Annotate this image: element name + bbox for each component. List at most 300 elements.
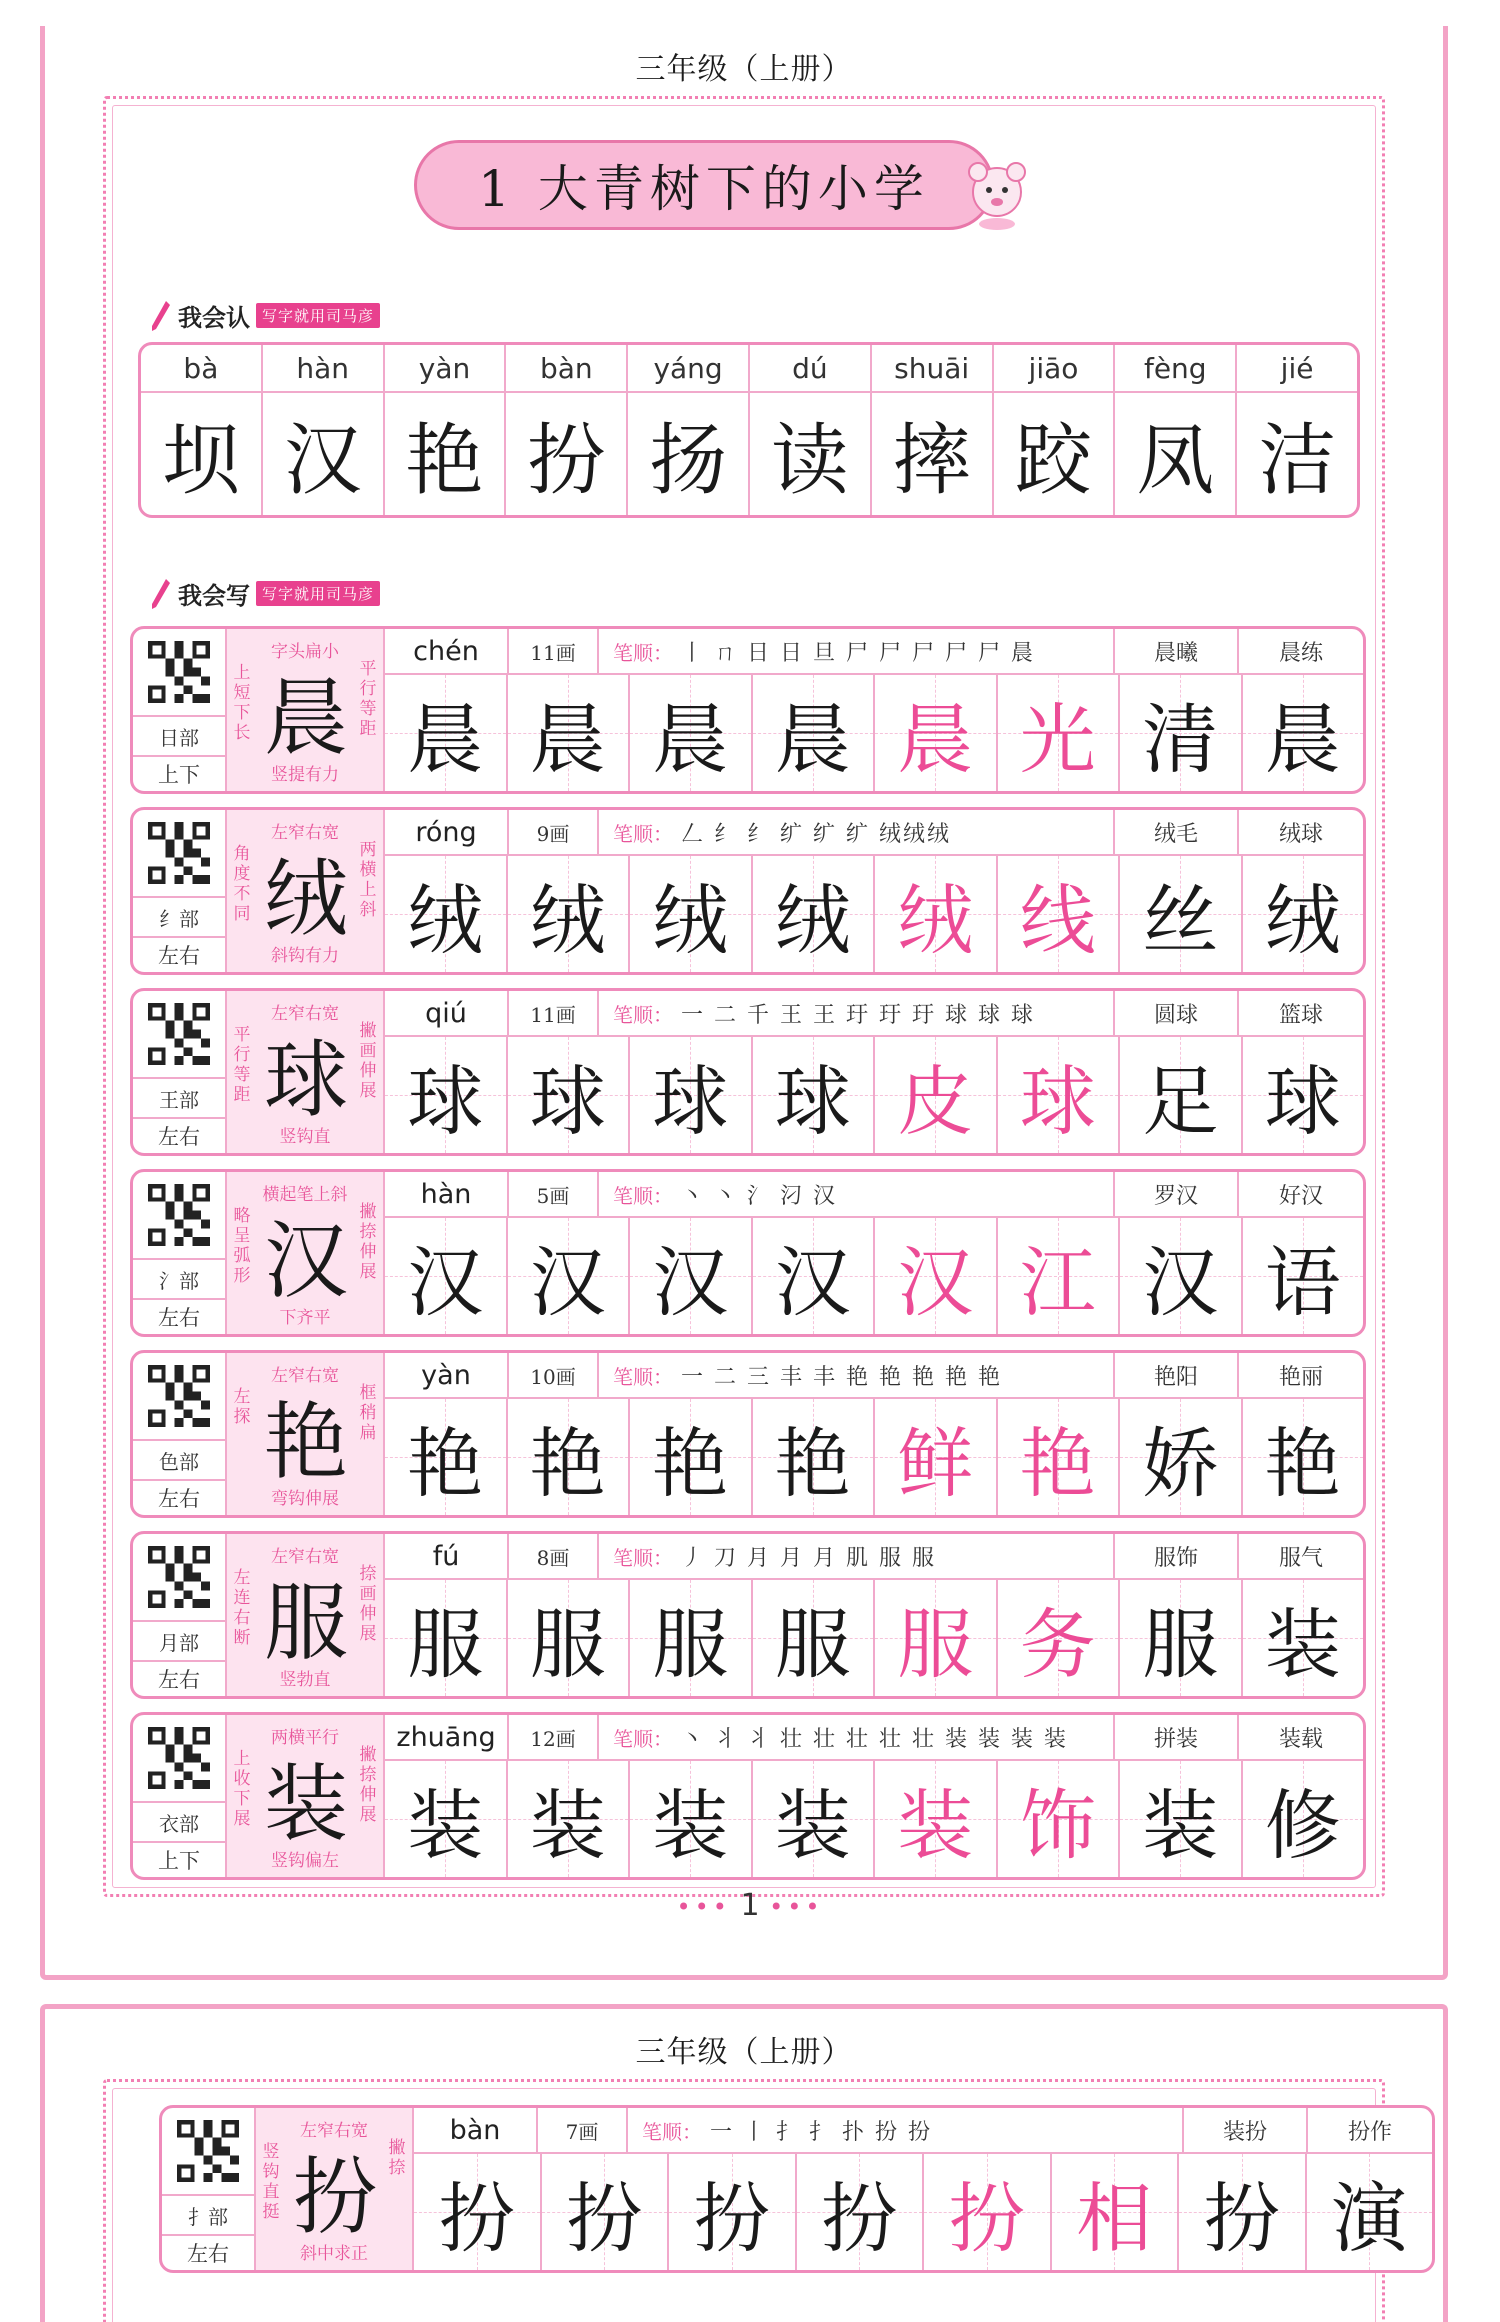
practice-cell[interactable] xyxy=(998,1399,1121,1515)
guide-left-note: 略呈弧形 xyxy=(233,1206,251,1286)
practice-cell[interactable] xyxy=(630,675,753,791)
stroke-order-sequence: 一 丨 扌 扌 扑 扮 扮 xyxy=(710,2119,932,2145)
practice-char: 绒 xyxy=(652,875,729,965)
writing-row xyxy=(130,1712,1366,1880)
practice-char: 装 xyxy=(407,1780,484,1870)
practice-column xyxy=(385,1172,1363,1334)
practice-char: 球 xyxy=(1019,1056,1096,1146)
stroke-order-label: 笔顺： xyxy=(613,1002,673,1027)
practice-cell[interactable] xyxy=(1243,675,1364,791)
page-number xyxy=(0,1888,1500,1923)
guide-bottom-note: 竖钩直 xyxy=(279,1127,331,1147)
practice-char: 绒 xyxy=(897,875,974,965)
practice-cell[interactable] xyxy=(875,675,998,791)
example-word: 绒球 xyxy=(1278,821,1323,847)
stroke-order xyxy=(599,1715,1115,1759)
stroke-order-sequence: 𠃋 纟 纟 纩 纩 纩 绒绒绒 xyxy=(681,821,951,847)
guide-right-note: 撇画伸展 xyxy=(359,1021,377,1101)
practice-cell[interactable] xyxy=(508,1218,631,1334)
practice-cell[interactable] xyxy=(1120,1761,1243,1877)
example-word: 艳阳 xyxy=(1115,1353,1239,1397)
recognize-char: 跤 xyxy=(994,393,1116,515)
radical-label: 王部 xyxy=(133,1077,225,1117)
row-info-column xyxy=(133,629,227,791)
practice-char: 足 xyxy=(1142,1056,1219,1146)
practice-char: 绒 xyxy=(407,875,484,965)
practice-char: 服 xyxy=(407,1599,484,1689)
recognize-pinyin: jié xyxy=(1280,351,1314,385)
section-write-tag: 写字就用司马彦 xyxy=(256,581,380,606)
structure-label: 左右 xyxy=(133,1660,225,1696)
stroke-order xyxy=(628,2108,1184,2152)
practice-cell[interactable] xyxy=(1243,1037,1364,1153)
practice-cell[interactable] xyxy=(508,1580,631,1696)
practice-cell[interactable] xyxy=(875,856,998,972)
practice-char: 服 xyxy=(652,1599,729,1689)
practice-cell[interactable] xyxy=(753,1761,876,1877)
recognize-char: 汉 xyxy=(263,393,385,515)
recognize-pinyin: yàn xyxy=(385,345,507,391)
practice-cell[interactable] xyxy=(1052,2154,1180,2270)
practice-cell[interactable] xyxy=(414,2154,542,2270)
practice-cell[interactable] xyxy=(1120,856,1243,972)
page-dots-right: ••• xyxy=(769,1893,824,1921)
practice-cell[interactable] xyxy=(875,1761,998,1877)
guide-top-note: 字头扁小 xyxy=(271,642,339,662)
stroke-order xyxy=(599,1353,1115,1397)
practice-char: 晨 xyxy=(897,694,974,784)
structure-label: 上下 xyxy=(133,1841,225,1877)
writing-row xyxy=(130,1169,1366,1337)
model-character: 装 xyxy=(263,1754,348,1853)
guide-left-note: 左连右断 xyxy=(233,1568,251,1648)
practice-cell[interactable] xyxy=(998,856,1121,972)
writing-row xyxy=(130,1531,1366,1699)
radical-label: 扌部 xyxy=(162,2194,254,2234)
practice-char: 相 xyxy=(1076,2173,1153,2263)
practice-char: 修 xyxy=(1264,1780,1341,1870)
practice-column xyxy=(385,991,1363,1153)
practice-grid xyxy=(385,856,1363,972)
practice-cell[interactable] xyxy=(753,1580,876,1696)
stroke-order xyxy=(599,991,1115,1035)
example-word: 服气 xyxy=(1278,1545,1323,1571)
char-info-row xyxy=(385,991,1363,1037)
guide-right-note: 撇捺伸展 xyxy=(359,1745,377,1825)
recognize-pinyin: shuāi xyxy=(872,345,994,391)
example-word: 绒毛 xyxy=(1115,810,1239,854)
practice-cell[interactable] xyxy=(385,1761,508,1877)
recognize-pinyin: hàn xyxy=(263,345,385,391)
stroke-count: 7画 xyxy=(538,2108,628,2152)
stroke-order-label: 笔顺： xyxy=(613,1726,673,1751)
practice-char: 服 xyxy=(1142,1599,1219,1689)
row-info-column xyxy=(133,1715,227,1877)
practice-cell[interactable] xyxy=(1307,2154,1433,2270)
example-word: 扮作 xyxy=(1347,2119,1392,2145)
practice-cell[interactable] xyxy=(1243,1761,1364,1877)
qr-code-icon[interactable] xyxy=(133,1353,225,1439)
practice-cell[interactable] xyxy=(753,675,876,791)
grade-header: 三年级（上册） xyxy=(635,2035,853,2070)
stroke-order xyxy=(599,629,1115,673)
structure-label: 左右 xyxy=(133,936,225,972)
char-pinyin: hàn xyxy=(385,1172,509,1216)
recognize-char: 凤 xyxy=(1115,393,1237,515)
practice-char: 汉 xyxy=(1142,1237,1219,1327)
model-character: 艳 xyxy=(263,1392,348,1491)
practice-char: 艳 xyxy=(529,1418,606,1508)
practice-cell[interactable] xyxy=(508,1399,631,1515)
char-info-row xyxy=(385,1353,1363,1399)
stroke-count: 11画 xyxy=(509,991,599,1035)
practice-cell[interactable] xyxy=(998,1037,1121,1153)
radical-label: 衣部 xyxy=(133,1801,225,1841)
char-info-row xyxy=(385,1715,1363,1761)
qr-code-icon[interactable] xyxy=(133,1172,225,1258)
practice-cell[interactable] xyxy=(630,1399,753,1515)
structure-label: 左右 xyxy=(133,1298,225,1334)
practice-char: 清 xyxy=(1142,694,1219,784)
practice-cell[interactable] xyxy=(1179,2154,1307,2270)
practice-char: 务 xyxy=(1019,1599,1096,1689)
practice-char: 鲜 xyxy=(897,1418,974,1508)
char-pinyin: zhuāng xyxy=(385,1715,509,1759)
recognize-pinyin: bàn xyxy=(506,345,628,391)
example-word: 好汉 xyxy=(1278,1183,1323,1209)
practice-cell[interactable] xyxy=(753,1218,876,1334)
practice-cell[interactable] xyxy=(385,675,508,791)
stroke-count: 9画 xyxy=(509,810,599,854)
stroke-order-sequence: 丨 ㄇ 日 日 旦 尸 尸 尸 尸 尸 晨 xyxy=(681,640,1035,666)
practice-cell[interactable] xyxy=(1120,1580,1243,1696)
writing-row xyxy=(130,1350,1366,1518)
practice-char: 装 xyxy=(1264,1599,1341,1689)
stroke-order-sequence: 丿 刀 月 月 月 肌 服 服 xyxy=(681,1545,936,1571)
stroke-order-label: 笔顺： xyxy=(613,640,673,665)
char-info-row xyxy=(414,2108,1432,2154)
structure-label: 上下 xyxy=(133,755,225,791)
stroke-order xyxy=(599,1172,1115,1216)
practice-column xyxy=(385,1534,1363,1696)
qr-code-icon[interactable] xyxy=(133,1534,225,1620)
practice-cell[interactable] xyxy=(508,675,631,791)
practice-cell[interactable] xyxy=(542,2154,670,2270)
radical-label: 月部 xyxy=(133,1620,225,1660)
practice-cell[interactable] xyxy=(669,2154,797,2270)
practice-char: 绒 xyxy=(774,875,851,965)
practice-cell[interactable] xyxy=(753,1399,876,1515)
guide-right-note: 框稍扁 xyxy=(359,1383,377,1443)
char-pinyin: bàn xyxy=(414,2108,538,2152)
practice-cell[interactable] xyxy=(998,1761,1121,1877)
practice-cell[interactable] xyxy=(875,1399,998,1515)
practice-char: 服 xyxy=(897,1599,974,1689)
practice-cell[interactable] xyxy=(875,1037,998,1153)
example-word: 晨曦 xyxy=(1115,629,1239,673)
qr-code-icon[interactable] xyxy=(133,991,225,1077)
stroke-count: 11画 xyxy=(509,629,599,673)
practice-char: 艳 xyxy=(1019,1418,1096,1508)
practice-cell[interactable] xyxy=(508,1037,631,1153)
recognize-pinyin: yáng xyxy=(628,345,750,391)
stroke-order xyxy=(599,1534,1115,1578)
stroke-count: 10画 xyxy=(509,1353,599,1397)
practice-grid xyxy=(385,675,1363,791)
qr-code-icon[interactable] xyxy=(133,810,225,896)
practice-cell[interactable] xyxy=(753,1037,876,1153)
practice-cell[interactable] xyxy=(1120,1399,1243,1515)
structure-label: 左右 xyxy=(133,1117,225,1153)
guide-top-note: 左窄右宽 xyxy=(271,1004,339,1024)
char-info-row xyxy=(385,1534,1363,1580)
model-character: 晨 xyxy=(263,668,348,767)
guide-left-note: 上短下长 xyxy=(233,663,251,743)
practice-char: 晨 xyxy=(1264,694,1341,784)
example-word: 艳丽 xyxy=(1278,1364,1323,1390)
guide-left-note: 左探 xyxy=(233,1387,251,1427)
practice-cell[interactable] xyxy=(630,1037,753,1153)
stroke-order-sequence: 一 二 千 王 王 玗 玗 玗 球 球 球 xyxy=(681,1002,1035,1028)
practice-cell[interactable] xyxy=(1120,675,1243,791)
practice-char: 娇 xyxy=(1142,1418,1219,1508)
practice-cell[interactable] xyxy=(998,675,1121,791)
practice-cell[interactable] xyxy=(630,856,753,972)
practice-grid xyxy=(385,1580,1363,1696)
qr-code-icon[interactable] xyxy=(133,629,225,715)
practice-cell[interactable] xyxy=(1120,1037,1243,1153)
practice-cell[interactable] xyxy=(630,1761,753,1877)
writing-guide xyxy=(227,1715,385,1877)
model-character: 扮 xyxy=(292,2147,377,2246)
guide-right-note: 两横上斜 xyxy=(359,840,377,920)
practice-char: 球 xyxy=(652,1056,729,1146)
radical-label: 日部 xyxy=(133,715,225,755)
practice-char: 扮 xyxy=(821,2173,898,2263)
example-word: 装扮 xyxy=(1184,2108,1308,2152)
char-info-row xyxy=(385,1172,1363,1218)
practice-char: 扮 xyxy=(438,2173,515,2263)
recognize-char: 读 xyxy=(750,393,872,515)
char-pinyin: fú xyxy=(385,1534,509,1578)
section-write-label: 我会写 xyxy=(178,581,250,610)
section-recognize-tag: 写字就用司马彦 xyxy=(256,303,380,328)
pencil-icon xyxy=(150,299,172,333)
practice-char: 皮 xyxy=(897,1056,974,1146)
char-pinyin: yàn xyxy=(385,1353,509,1397)
practice-char: 江 xyxy=(1019,1237,1096,1327)
practice-cell[interactable] xyxy=(508,1761,631,1877)
practice-char: 丝 xyxy=(1142,875,1219,965)
guide-bottom-note: 竖提有力 xyxy=(271,765,339,785)
writing-row xyxy=(159,2105,1435,2273)
practice-column xyxy=(385,810,1363,972)
practice-char: 绒 xyxy=(529,875,606,965)
practice-char: 汉 xyxy=(407,1237,484,1327)
qr-code-icon[interactable] xyxy=(133,1715,225,1801)
practice-cell[interactable] xyxy=(385,856,508,972)
practice-char: 演 xyxy=(1331,2173,1408,2263)
guide-right-note: 撇捺伸展 xyxy=(359,1202,377,1282)
example-word: 装载 xyxy=(1278,1726,1323,1752)
practice-char: 晨 xyxy=(774,694,851,784)
practice-cell[interactable] xyxy=(385,1580,508,1696)
practice-cell[interactable] xyxy=(998,1580,1121,1696)
stroke-count: 8画 xyxy=(509,1534,599,1578)
practice-char: 艳 xyxy=(1264,1418,1341,1508)
practice-cell[interactable] xyxy=(1243,1399,1364,1515)
guide-top-note: 左窄右宽 xyxy=(300,2121,368,2141)
practice-cell[interactable] xyxy=(875,1218,998,1334)
practice-char: 绒 xyxy=(1264,875,1341,965)
practice-cell[interactable] xyxy=(797,2154,925,2270)
section-recognize-header xyxy=(150,298,380,333)
guide-left-note: 竖钩直挺 xyxy=(262,2142,280,2222)
stroke-order-sequence: 一 二 三 丰 丰 艳 艳 艳 艳 艳 xyxy=(681,1364,1002,1390)
row-info-column xyxy=(133,991,227,1153)
stroke-order-label: 笔顺： xyxy=(613,821,673,846)
stroke-order-sequence: 丶 丬 丬 壮 壮 壮 壮 壮 装 装 装 装 xyxy=(681,1726,1068,1752)
practice-cell[interactable] xyxy=(875,1580,998,1696)
example-word: 圆球 xyxy=(1115,991,1239,1035)
guide-right-note: 撇捺 xyxy=(388,2138,406,2178)
writing-guide xyxy=(227,1534,385,1696)
recognize-pinyin-row xyxy=(141,345,1357,393)
practice-char: 晨 xyxy=(652,694,729,784)
char-pinyin: qiú xyxy=(385,991,509,1035)
char-pinyin: róng xyxy=(385,810,509,854)
stroke-order-label: 笔顺： xyxy=(613,1364,673,1389)
example-word: 拼装 xyxy=(1115,1715,1239,1759)
row-info-column xyxy=(133,1534,227,1696)
practice-grid xyxy=(385,1761,1363,1877)
practice-grid xyxy=(385,1037,1363,1153)
writing-guide xyxy=(256,2108,414,2270)
recognize-pinyin: jiāo xyxy=(994,345,1116,391)
practice-char: 服 xyxy=(529,1599,606,1689)
pencil-icon xyxy=(150,577,172,611)
recognize-char: 扬 xyxy=(628,393,750,515)
row-info-column xyxy=(133,810,227,972)
grade-header: 三年级（上册） xyxy=(635,52,853,87)
guide-top-note: 左窄右宽 xyxy=(271,823,339,843)
example-word: 服饰 xyxy=(1115,1534,1239,1578)
practice-char: 汉 xyxy=(897,1237,974,1327)
row-info-column xyxy=(133,1353,227,1515)
stroke-order xyxy=(599,810,1115,854)
guide-bottom-note: 下齐平 xyxy=(279,1308,331,1328)
practice-char: 球 xyxy=(407,1056,484,1146)
radical-label: 色部 xyxy=(133,1439,225,1479)
recognize-pinyin: fèng xyxy=(1115,345,1237,391)
structure-label: 左右 xyxy=(162,2234,254,2270)
section-recognize-label: 我会认 xyxy=(178,303,250,332)
practice-cell[interactable] xyxy=(1243,1218,1364,1334)
practice-cell[interactable] xyxy=(1243,856,1364,972)
practice-char: 晨 xyxy=(407,694,484,784)
writing-row xyxy=(130,807,1366,975)
practice-char: 光 xyxy=(1019,694,1096,784)
practice-char: 装 xyxy=(774,1780,851,1870)
page-number-text: 1 xyxy=(740,1888,760,1923)
stroke-order-label: 笔顺： xyxy=(613,1545,673,1570)
stroke-order-label: 笔顺： xyxy=(613,1183,673,1208)
practice-char: 汉 xyxy=(529,1237,606,1327)
practice-char: 装 xyxy=(529,1780,606,1870)
writing-guide xyxy=(227,629,385,791)
guide-bottom-note: 竖勃直 xyxy=(279,1670,331,1690)
practice-char: 艳 xyxy=(774,1418,851,1508)
stroke-count: 5画 xyxy=(509,1172,599,1216)
practice-cell[interactable] xyxy=(385,1037,508,1153)
guide-left-note: 上收下展 xyxy=(233,1749,251,1829)
practice-char: 装 xyxy=(1142,1780,1219,1870)
stroke-order-label: 笔顺： xyxy=(642,2119,702,2144)
practice-cell[interactable] xyxy=(630,1218,753,1334)
practice-cell[interactable] xyxy=(508,856,631,972)
workbook-page-2 xyxy=(40,2004,1448,2322)
practice-char: 扮 xyxy=(693,2173,770,2263)
guide-left-note: 平行等距 xyxy=(233,1025,251,1105)
recognize-char: 摔 xyxy=(872,393,994,515)
qr-code-icon[interactable] xyxy=(162,2108,254,2194)
guide-right-note: 平行等距 xyxy=(359,659,377,739)
practice-column xyxy=(385,1715,1363,1877)
example-word: 罗汉 xyxy=(1115,1172,1239,1216)
practice-cell[interactable] xyxy=(753,856,876,972)
guide-right-note: 捺画伸展 xyxy=(359,1564,377,1644)
structure-label: 左右 xyxy=(133,1479,225,1515)
stroke-count: 12画 xyxy=(509,1715,599,1759)
practice-grid xyxy=(385,1399,1363,1515)
guide-bottom-note: 斜中求正 xyxy=(300,2244,368,2264)
practice-char: 扮 xyxy=(1203,2173,1280,2263)
practice-column xyxy=(414,2108,1432,2270)
practice-cell[interactable] xyxy=(1243,1580,1364,1696)
page-dots-left: ••• xyxy=(676,1893,731,1921)
practice-cell[interactable] xyxy=(630,1580,753,1696)
practice-char: 扮 xyxy=(566,2173,643,2263)
recognize-char: 坝 xyxy=(141,393,263,515)
practice-column xyxy=(385,629,1363,791)
writing-row xyxy=(130,626,1366,794)
char-info-row xyxy=(385,629,1363,675)
guide-top-note: 左窄右宽 xyxy=(271,1547,339,1567)
practice-char: 装 xyxy=(652,1780,729,1870)
char-info-row xyxy=(385,810,1363,856)
practice-cell[interactable] xyxy=(1120,1218,1243,1334)
bear-mascot-icon xyxy=(962,152,1032,230)
recognize-char: 洁 xyxy=(1258,416,1337,506)
guide-bottom-note: 弯钩伸展 xyxy=(271,1489,339,1509)
practice-char: 线 xyxy=(1019,875,1096,965)
writing-guide xyxy=(227,1172,385,1334)
model-character: 绒 xyxy=(263,849,348,948)
practice-cell[interactable] xyxy=(385,1218,508,1334)
recognize-pinyin: dú xyxy=(750,345,872,391)
writing-row xyxy=(130,988,1366,1156)
practice-cell[interactable] xyxy=(385,1399,508,1515)
row-info-column xyxy=(133,1172,227,1334)
practice-column xyxy=(385,1353,1363,1515)
guide-left-note: 角度不同 xyxy=(233,844,251,924)
model-character: 汉 xyxy=(263,1211,348,1310)
guide-bottom-note: 斜钩有力 xyxy=(271,946,339,966)
practice-cell[interactable] xyxy=(998,1218,1121,1334)
practice-cell[interactable] xyxy=(924,2154,1052,2270)
recognize-char: 扮 xyxy=(506,393,628,515)
char-pinyin: chén xyxy=(385,629,509,673)
